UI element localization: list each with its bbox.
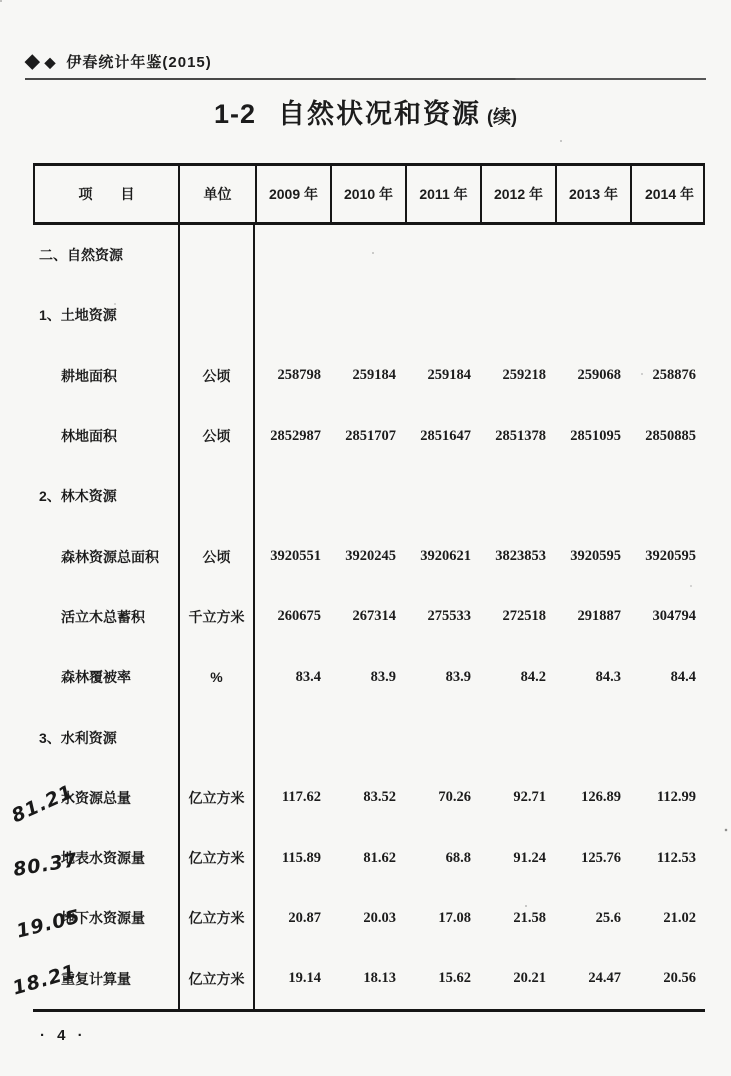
row-value: 117.62 bbox=[281, 789, 321, 806]
table-row bbox=[33, 949, 705, 1009]
yearbook-title: 伊春统计年鉴(2015) bbox=[66, 54, 212, 71]
row-value: 84.3 bbox=[595, 668, 621, 685]
row-value: 112.53 bbox=[656, 849, 696, 866]
row-value: 83.52 bbox=[363, 789, 396, 806]
row-value: 267314 bbox=[352, 608, 396, 625]
row-label: 1、土地资源 bbox=[39, 307, 117, 324]
row-value: 3920595 bbox=[570, 548, 621, 565]
row-value: 84.2 bbox=[520, 668, 546, 685]
row-value: 92.71 bbox=[513, 789, 546, 806]
table-row bbox=[33, 888, 705, 948]
row-value bbox=[480, 707, 555, 767]
row-value bbox=[480, 466, 555, 526]
row-value: 3823853 bbox=[495, 548, 546, 565]
table-row bbox=[33, 828, 705, 888]
row-unit: 亿立方米 bbox=[178, 949, 255, 1009]
row-value: 125.76 bbox=[581, 849, 621, 866]
handwritten-annotation: 19.05 bbox=[14, 905, 83, 943]
row-value: 3920621 bbox=[420, 548, 471, 565]
row-unit: 公顷 bbox=[178, 406, 255, 466]
row-value bbox=[255, 466, 330, 526]
row-unit bbox=[178, 466, 255, 526]
column-header: 2009 年 bbox=[257, 166, 332, 222]
row-unit bbox=[178, 285, 255, 345]
row-value bbox=[405, 466, 480, 526]
row-value: 68.8 bbox=[445, 849, 471, 866]
row-value: 20.56 bbox=[663, 970, 696, 987]
row-value: 275533 bbox=[427, 608, 471, 625]
row-value bbox=[630, 466, 705, 526]
row-value bbox=[630, 225, 705, 285]
handwritten-annotation: 80.37 bbox=[11, 849, 80, 881]
row-value: 21.02 bbox=[663, 909, 696, 926]
row-value: 24.47 bbox=[588, 970, 621, 987]
row-label: 水资源总量 bbox=[61, 789, 131, 806]
row-label: 地表水资源量 bbox=[61, 850, 145, 867]
row-value: 2851095 bbox=[570, 427, 621, 444]
row-value: 20.03 bbox=[363, 909, 396, 926]
table-row bbox=[33, 707, 705, 767]
row-value bbox=[330, 225, 405, 285]
row-value: 2851647 bbox=[420, 427, 471, 444]
row-value: 258876 bbox=[652, 367, 696, 384]
row-value: 15.62 bbox=[438, 970, 471, 987]
row-unit: 亿立方米 bbox=[178, 828, 255, 888]
row-value bbox=[405, 707, 480, 767]
column-header: 2011 年 bbox=[407, 166, 482, 222]
diamond-icon: ◆ bbox=[44, 53, 57, 70]
row-label: 二、自然资源 bbox=[39, 247, 123, 264]
row-value: 259184 bbox=[427, 367, 471, 384]
table-row bbox=[33, 346, 705, 406]
column-header: 项 目 bbox=[35, 166, 180, 222]
row-label: 林地面积 bbox=[61, 428, 117, 445]
row-unit: 亿立方米 bbox=[178, 768, 255, 828]
row-value bbox=[405, 285, 480, 345]
handwritten-annotation: 81.21 bbox=[8, 780, 77, 828]
row-value bbox=[480, 225, 555, 285]
column-header: 2012 年 bbox=[482, 166, 557, 222]
row-value: 291887 bbox=[577, 608, 621, 625]
row-unit: 亿立方米 bbox=[178, 888, 255, 948]
row-value: 115.89 bbox=[281, 849, 321, 866]
diamond-icon: ◆ bbox=[25, 51, 41, 72]
row-label: 森林覆被率 bbox=[61, 669, 131, 686]
row-value: 2852987 bbox=[270, 427, 321, 444]
row-value: 2850885 bbox=[645, 427, 696, 444]
page-number: · 4 · bbox=[40, 1027, 87, 1044]
row-value bbox=[555, 466, 630, 526]
table-number: 1-2 bbox=[213, 99, 257, 129]
row-value: 112.99 bbox=[656, 789, 696, 806]
table-row bbox=[33, 647, 705, 707]
header-rule bbox=[25, 78, 706, 80]
row-label: 森林资源总面积 bbox=[61, 548, 159, 565]
row-value: 83.4 bbox=[295, 668, 321, 685]
row-value bbox=[330, 285, 405, 345]
table-title bbox=[0, 92, 731, 131]
row-value: 20.21 bbox=[513, 970, 546, 987]
row-value bbox=[255, 707, 330, 767]
row-value bbox=[555, 285, 630, 345]
row-unit: % bbox=[178, 647, 255, 707]
row-unit: 公顷 bbox=[178, 346, 255, 406]
row-value: 259218 bbox=[502, 367, 546, 384]
row-label: 重复计算量 bbox=[61, 970, 131, 987]
row-unit bbox=[178, 225, 255, 285]
row-value: 260675 bbox=[277, 608, 321, 625]
table-body bbox=[33, 225, 705, 1012]
row-value bbox=[630, 707, 705, 767]
row-label: 耕地面积 bbox=[61, 367, 117, 384]
row-value: 126.89 bbox=[581, 789, 621, 806]
row-value: 81.62 bbox=[363, 849, 396, 866]
row-value: 25.6 bbox=[595, 909, 621, 926]
row-value: 3920595 bbox=[645, 548, 696, 565]
row-value: 83.9 bbox=[445, 668, 471, 685]
column-header: 2010 年 bbox=[332, 166, 407, 222]
row-value: 20.87 bbox=[288, 909, 321, 926]
row-value bbox=[330, 466, 405, 526]
table-row bbox=[33, 406, 705, 466]
row-value: 259184 bbox=[352, 367, 396, 384]
running-head bbox=[25, 51, 212, 72]
table-title-text: 自然状况和资源 bbox=[278, 99, 482, 129]
column-header: 单位 bbox=[180, 166, 257, 222]
row-value: 3920245 bbox=[345, 548, 396, 565]
row-label: 活立木总蓄积 bbox=[61, 608, 145, 625]
row-unit: 公顷 bbox=[178, 526, 255, 586]
row-value: 91.24 bbox=[513, 849, 546, 866]
scan-speckles bbox=[0, 0, 2, 2]
row-value bbox=[405, 225, 480, 285]
row-value: 17.08 bbox=[438, 909, 471, 926]
row-label: 地下水资源量 bbox=[61, 910, 145, 927]
row-value: 70.26 bbox=[438, 789, 471, 806]
handwritten-annotation: 18.21 bbox=[10, 960, 79, 1000]
row-value bbox=[255, 225, 330, 285]
statistics-table bbox=[33, 163, 705, 1012]
row-value: 2851707 bbox=[345, 427, 396, 444]
row-unit: 千立方米 bbox=[178, 587, 255, 647]
table-header-row bbox=[33, 163, 705, 225]
table-row bbox=[33, 587, 705, 647]
row-value: 258798 bbox=[277, 367, 321, 384]
row-value: 3920551 bbox=[270, 548, 321, 565]
row-value bbox=[330, 707, 405, 767]
row-value: 84.4 bbox=[670, 668, 696, 685]
row-value bbox=[480, 285, 555, 345]
row-value: 18.13 bbox=[363, 970, 396, 987]
row-value bbox=[630, 285, 705, 345]
row-unit bbox=[178, 707, 255, 767]
table-row bbox=[33, 225, 705, 285]
table-row bbox=[33, 466, 705, 526]
column-header: 2014 年 bbox=[644, 186, 695, 202]
row-value: 19.14 bbox=[288, 970, 321, 987]
row-value: 2851378 bbox=[495, 427, 546, 444]
row-label: 3、水利资源 bbox=[39, 729, 117, 746]
table-row bbox=[33, 285, 705, 345]
row-value: 83.9 bbox=[370, 668, 396, 685]
row-value: 304794 bbox=[652, 608, 696, 625]
row-value bbox=[555, 225, 630, 285]
table-row bbox=[33, 768, 705, 828]
row-value bbox=[255, 285, 330, 345]
row-label: 2、林木资源 bbox=[39, 488, 117, 505]
table-title-suffix: (续) bbox=[487, 107, 518, 127]
column-header: 2013 年 bbox=[557, 166, 632, 222]
row-value: 259068 bbox=[577, 367, 621, 384]
row-value bbox=[555, 707, 630, 767]
row-value: 21.58 bbox=[513, 909, 546, 926]
row-value: 272518 bbox=[502, 608, 546, 625]
table-row bbox=[33, 526, 705, 586]
